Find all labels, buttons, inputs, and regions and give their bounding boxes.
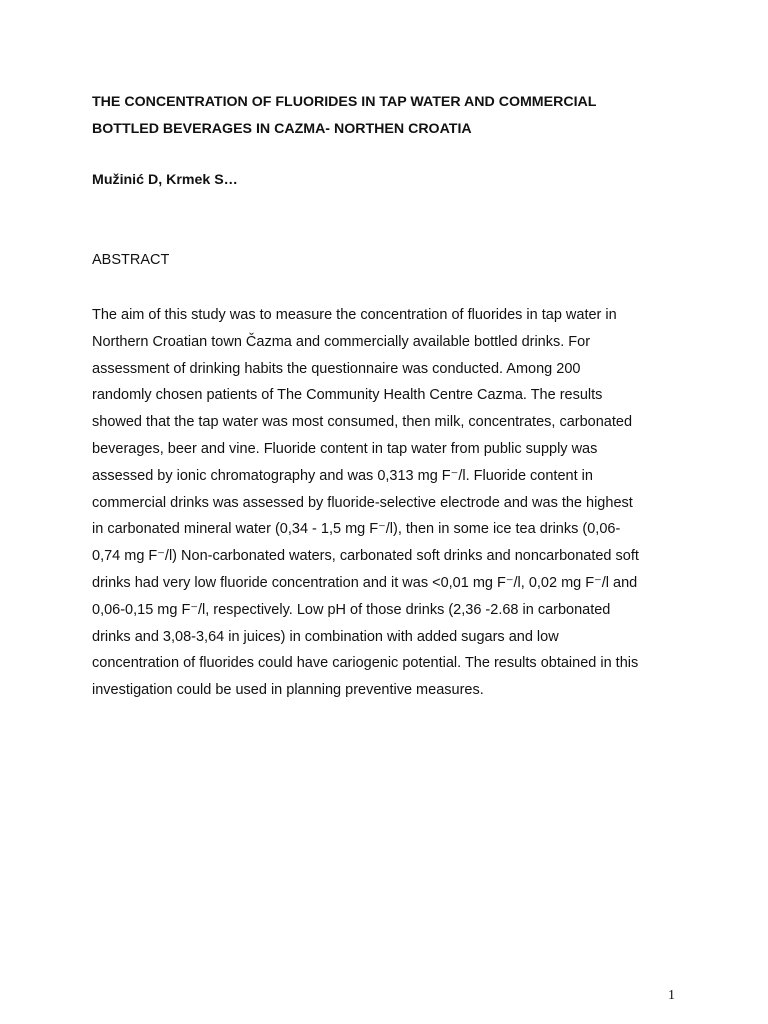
title-line-1: THE CONCENTRATION OF FLUORIDES IN TAP WATER AND COMMERCIAL — [92, 94, 597, 110]
abstract-line: drinks and 3,08-3,64 in juices) in combination with added sugars and low — [92, 628, 559, 645]
abstract-line: concentration of fluorides could have cariogenic potential. The results obtained in this — [92, 655, 639, 672]
abstract-line: beverages, beer and vine. Fluoride content in tap water from public supply was — [92, 440, 598, 457]
abstract-line: in carbonated mineral water (0,34 - 1,5 mg F⁻/l), then in some ice tea drinks (0,06- — [92, 521, 621, 538]
abstract-line: The aim of this study was to measure the concentration of fluorides in tap water in — [92, 307, 617, 323]
abstract-body — [92, 302, 692, 704]
abstract-heading: ABSTRACT — [92, 252, 170, 268]
abstract-line: investigation could be used in planning preventive measures. — [92, 682, 484, 699]
paper-title — [92, 89, 692, 143]
title-line-2: BOTTLED BEVERAGES IN CAZMA- NORTHEN CROATIA — [92, 121, 472, 137]
abstract-line: showed that the tap water was most consumed, then milk, concentrates, carbonated — [92, 414, 633, 431]
authors: Mužinić D, Krmek S… — [92, 172, 238, 188]
abstract-line: drinks had very low fluoride concentration and it was <0,01 mg F⁻/l, 0,02 mg F⁻/l and — [92, 574, 638, 591]
abstract-line: randomly chosen patients of The Community Health Centre Cazma. The results — [92, 387, 603, 404]
abstract-line: 0,06-0,15 mg F⁻/l, respectively. Low pH of those drinks (2,36 -2.68 in carbonated — [92, 601, 611, 618]
abstract-line: assessment of drinking habits the questionnaire was conducted. Among 200 — [92, 360, 581, 377]
abstract-line: Northern Croatian town Čazma and commercially available bottled drinks. For — [92, 333, 591, 350]
abstract-line: assessed by ionic chromatography and was 0,313 mg F⁻/l. Fluoride content in — [92, 467, 593, 484]
abstract-line: commercial drinks was assessed by fluoride-selective electrode and was the highest — [92, 494, 633, 511]
page-number: 1 — [668, 988, 675, 1003]
abstract-line: 0,74 mg F⁻/l) Non-carbonated waters, carbonated soft drinks and noncarbonated soft — [92, 548, 639, 565]
